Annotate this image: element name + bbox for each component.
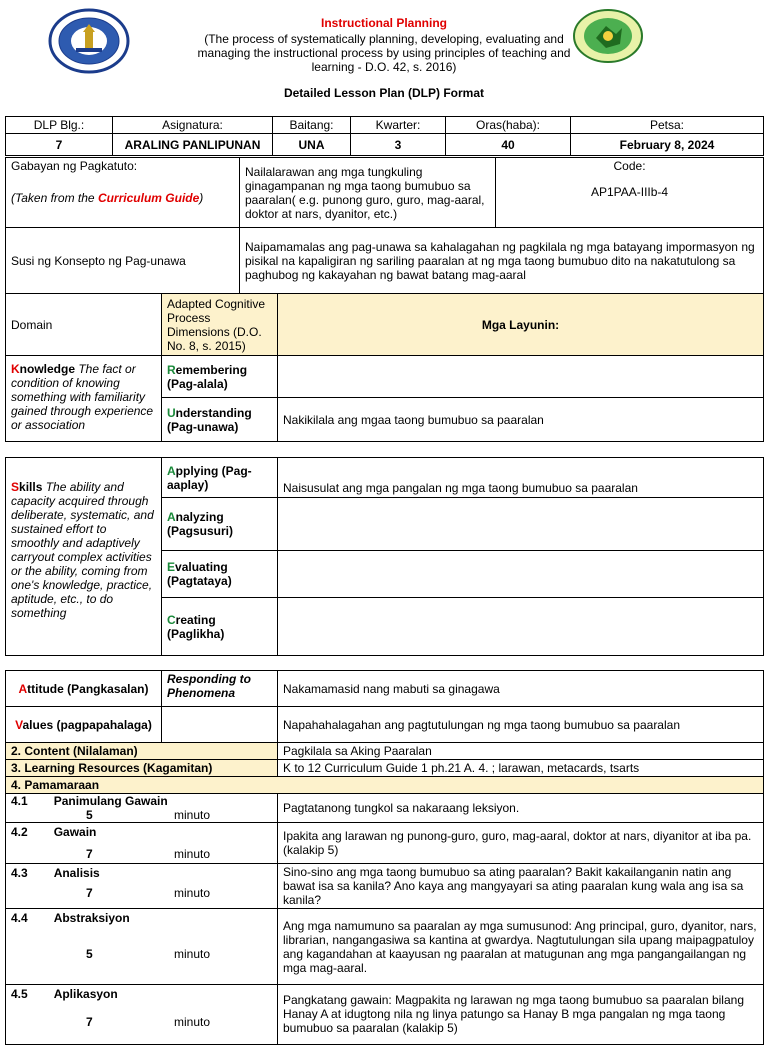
curriculum-guide-link: Curriculum Guide bbox=[97, 191, 200, 205]
step-4-1: 4.1 Panimulang Gawain 5 minuto bbox=[6, 794, 278, 823]
label-dlp: DLP Blg.: bbox=[6, 117, 113, 134]
knowledge-domain: Knowledge The fact or condition of knowing something with familiarity gained through experience or association bbox=[6, 356, 162, 442]
description-line: learning - D.O. 42, s. 2016) bbox=[311, 60, 457, 74]
description-line: managing the instructional process by using principles of teaching and bbox=[197, 46, 571, 60]
label-asignatura: Asignatura: bbox=[113, 117, 273, 134]
creating-objective bbox=[278, 598, 764, 656]
resources-value: K to 12 Curriculum Guide 1 ph.21 A. 4. ; larawan, metacards, tsarts bbox=[278, 760, 764, 777]
understanding-level: Understanding (Pag-unawa) bbox=[162, 398, 278, 442]
step-4-3: 4.3 Analisis 7 minuto bbox=[6, 864, 278, 909]
competency: Nailalarawan ang mga tungkuling ginagampanan ng mga taong bumubuo sa paaralan( e.g. punong guro, guro, mag-aaral, doktor at nars, dyanitor, etc.) bbox=[240, 158, 496, 228]
value-asignatura: ARALING PANLIPUNAN bbox=[113, 134, 273, 156]
curriculum-guide-note: (Taken from the Curriculum Guide) bbox=[11, 191, 204, 205]
remembering-level: Remembering (Pag-alala) bbox=[162, 356, 278, 398]
step-4-3-text: Sino-sino ang mga taong bumubuo sa ating paaralan? Bakit kakailanganin natin ang bawat isa sa kanila? Ano kaya ang mangyayari sa ating paaralan kung wala ang isa sa kanila? bbox=[278, 864, 764, 909]
value-oras: 40 bbox=[446, 134, 571, 156]
domain-table bbox=[5, 293, 764, 442]
gabayan-cell bbox=[6, 158, 240, 228]
objectives-table bbox=[5, 157, 764, 294]
step-4-5-text: Pangkatang gawain: Magpakita ng larawan ng mga taong bumubuo sa paaralan bilang Hanay A at idugtong nila ng linya patungo sa Hanay B mga pangalan ng mga taong bumubuo sa paaralan (kalakip 5) bbox=[278, 985, 764, 1045]
content-label: 2. Content (Nilalaman) bbox=[6, 743, 278, 760]
evaluating-objective bbox=[278, 551, 764, 598]
code-cell bbox=[496, 158, 764, 228]
step-4-2-text: Ipakita ang larawan ng punong-guro, guro, mag-aaral, doktor at nars, diyanitor at iba pa. (kalakip 5) bbox=[278, 823, 764, 864]
remembering-objective bbox=[278, 356, 764, 398]
value-dlp: 7 bbox=[6, 134, 113, 156]
value-baitang: UNA bbox=[273, 134, 351, 156]
step-4-1-text: Pagtatanong tungkol sa nakaraang leksiyon. bbox=[278, 794, 764, 823]
step-4-2: 4.2 Gawain 7 minuto bbox=[6, 823, 278, 864]
planning-description bbox=[150, 32, 618, 74]
procedure-table bbox=[5, 670, 764, 1045]
value-kwarter: 3 bbox=[351, 134, 446, 156]
pamamaraan-label: 4. Pamamaraan bbox=[6, 777, 764, 794]
description-line: (The process of systematically planning, developing, evaluating and bbox=[204, 32, 564, 46]
analyzing-objective bbox=[278, 498, 764, 551]
format-title: Detailed Lesson Plan (DLP) Format bbox=[283, 86, 485, 100]
analyzing-level: Analyzing (Pagsusuri) bbox=[162, 498, 278, 551]
susi-label: Susi ng Konsepto ng Pag-unawa bbox=[6, 228, 240, 294]
understanding-objective: Nakikilala ang mgaa taong bumubuo sa paaralan bbox=[278, 398, 764, 442]
code-value: AP1PAA-IIIb-4 bbox=[590, 185, 669, 199]
label-oras: Oras(haba): bbox=[446, 117, 571, 134]
label-petsa: Petsa: bbox=[571, 117, 764, 134]
applying-level: Applying (Pag- aaplay) bbox=[162, 458, 278, 498]
content-value: Pagkilala sa Aking Paaralan bbox=[278, 743, 764, 760]
attitude-objective: Nakamamasid nang mabuti sa ginagawa bbox=[278, 671, 764, 707]
susi-value: Naipamamalas ang pag-unawa sa kahalagahan ng pagkilala ng mga batayang impormasyon ng pisikal na kapaligiran ng sariling paaralan at ng mga taong bumubuo dito na nakatutulong sa paghubog ng kakayahan ng bawat batang mag-aaral bbox=[240, 228, 764, 294]
label-kwarter: Kwarter: bbox=[351, 117, 446, 134]
values-domain: Values (pagpapahalaga) bbox=[6, 707, 162, 743]
evaluating-level: Evaluating (Pagtataya) bbox=[162, 551, 278, 598]
creating-level: Creating (Paglikha) bbox=[162, 598, 278, 656]
label-baitang: Baitang: bbox=[273, 117, 351, 134]
values-level bbox=[162, 707, 278, 743]
skills-domain: Skills The ability and capacity acquired through deliberate, systematic, and sustained effort to smoothly and adaptively carryout complex activities or the ability, coming from one's knowledge, practice, aptitude, etc., to do something bbox=[6, 458, 162, 656]
step-4-4-text: Ang mga namumuno sa paaralan ay mga sumusunod: Ang principal, guro, dyanitor, nars, librarian, nangangasiwa sa kantina at gwardya. Nagtutulungan sila upang maipagpatuloy ang kagandahan at kaayusan ng paaralan at matugunan ang mga pangangailangan ng mga mag-aaral. bbox=[278, 909, 764, 985]
applying-objective: Naisusulat ang mga pangalan ng mga taong bumubuo sa paaralan bbox=[278, 458, 764, 498]
page-title: Instructional Planning bbox=[320, 16, 447, 30]
domain-label: Domain bbox=[6, 294, 162, 356]
lesson-info-table bbox=[5, 116, 764, 156]
code-label: Code: bbox=[613, 159, 646, 173]
values-objective: Napahahalagahan ang pagtutulungan ng mga taong bumubuo sa paaralan bbox=[278, 707, 764, 743]
mga-layunin: Mga Layunin: bbox=[278, 294, 764, 356]
attitude-domain: Attitude (Pangkasalan) bbox=[6, 671, 162, 707]
gabayan-label: Gabayan ng Pagkatuto: bbox=[11, 159, 138, 173]
step-4-5: 4.5 Aplikasyon 7 minuto bbox=[6, 985, 278, 1045]
resources-label: 3. Learning Resources (Kagamitan) bbox=[6, 760, 278, 777]
attitude-level: Responding to Phenomena bbox=[162, 671, 278, 707]
adapted-dimensions: Adapted Cognitive Process Dimensions (D.O. No. 8, s. 2015) bbox=[162, 294, 278, 356]
skills-table bbox=[5, 457, 764, 656]
value-petsa: February 8, 2024 bbox=[571, 134, 764, 156]
step-4-4: 4.4 Abstraksiyon 5 minuto bbox=[6, 909, 278, 985]
